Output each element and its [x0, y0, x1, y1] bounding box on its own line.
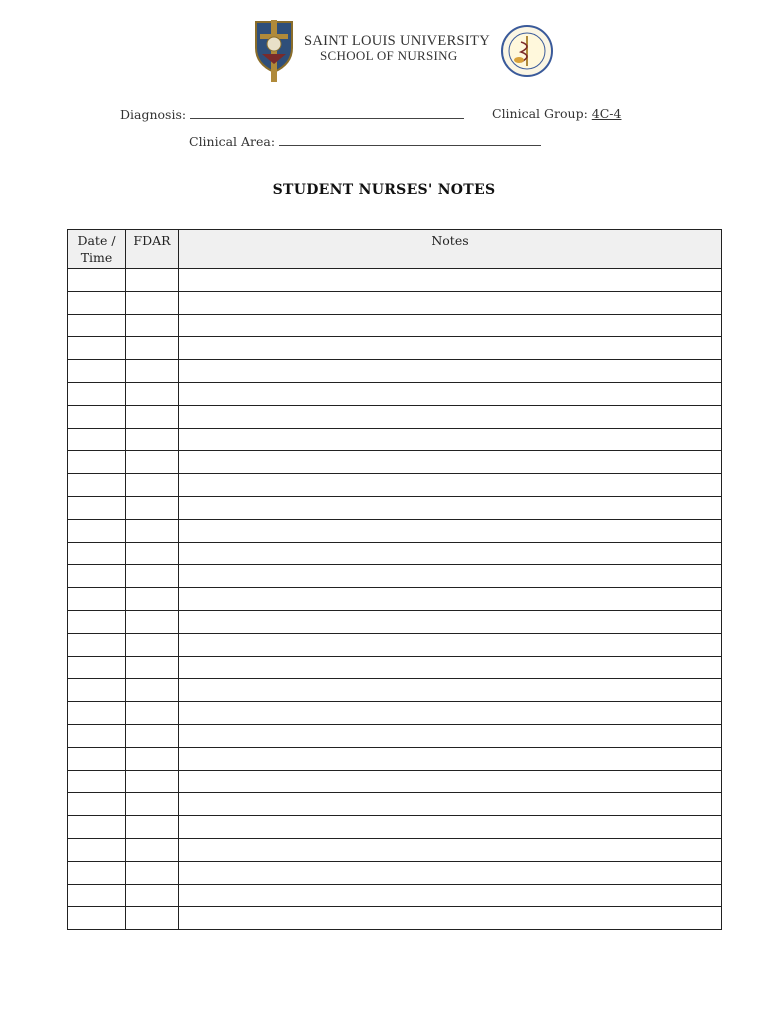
table-row	[68, 588, 722, 611]
university-crest-icon	[248, 18, 300, 84]
diagnosis-field[interactable]	[190, 106, 464, 119]
table-row	[68, 428, 722, 451]
table-row	[68, 337, 722, 360]
table-row	[68, 656, 722, 679]
page-header	[248, 18, 558, 84]
table-row	[68, 702, 722, 725]
school-name: SCHOOL OF NURSING	[320, 48, 458, 63]
fdar-cell[interactable]	[126, 588, 179, 611]
date-time-cell[interactable]	[68, 724, 126, 747]
date-time-cell[interactable]	[68, 382, 126, 405]
date-time-cell[interactable]	[68, 610, 126, 633]
table-row	[68, 633, 722, 656]
date-time-cell[interactable]	[68, 633, 126, 656]
table-row	[68, 793, 722, 816]
table-row	[68, 816, 722, 839]
fdar-cell[interactable]	[126, 838, 179, 861]
date-time-cell[interactable]	[68, 519, 126, 542]
notes-cell[interactable]	[179, 816, 722, 839]
notes-cell[interactable]	[179, 405, 722, 428]
table-row	[68, 610, 722, 633]
date-time-cell[interactable]	[68, 656, 126, 679]
date-time-cell[interactable]	[68, 360, 126, 383]
table-row	[68, 565, 722, 588]
notes-cell[interactable]	[179, 633, 722, 656]
date-time-cell[interactable]	[68, 838, 126, 861]
table-row	[68, 474, 722, 497]
fdar-cell[interactable]	[126, 907, 179, 930]
fdar-cell[interactable]	[126, 565, 179, 588]
notes-cell[interactable]	[179, 565, 722, 588]
fdar-cell[interactable]	[126, 702, 179, 725]
date-time-cell[interactable]	[68, 747, 126, 770]
notes-cell[interactable]	[179, 382, 722, 405]
notes-cell[interactable]	[179, 907, 722, 930]
date-time-cell[interactable]	[68, 314, 126, 337]
notes-cell[interactable]	[179, 724, 722, 747]
diagnosis-label: Diagnosis:	[120, 107, 187, 122]
notes-cell[interactable]	[179, 337, 722, 360]
table-row	[68, 770, 722, 793]
notes-cell[interactable]	[179, 451, 722, 474]
date-time-cell[interactable]	[68, 428, 126, 451]
clinical-group-label: Clinical Group:	[492, 106, 588, 121]
clinical-area-field[interactable]	[279, 133, 541, 146]
date-time-cell[interactable]	[68, 496, 126, 519]
fdar-cell[interactable]	[126, 793, 179, 816]
fdar-cell[interactable]	[126, 610, 179, 633]
notes-cell[interactable]	[179, 291, 722, 314]
date-time-cell[interactable]	[68, 907, 126, 930]
fdar-cell[interactable]	[126, 747, 179, 770]
notes-cell[interactable]	[179, 679, 722, 702]
fdar-cell[interactable]	[126, 656, 179, 679]
fdar-header: FDAR	[126, 230, 179, 269]
date-time-cell[interactable]	[68, 884, 126, 907]
table-row	[68, 747, 722, 770]
date-time-cell[interactable]	[68, 474, 126, 497]
fdar-cell[interactable]	[126, 428, 179, 451]
table-body	[68, 269, 722, 930]
notes-cell[interactable]	[179, 519, 722, 542]
clinical-area-line	[189, 133, 541, 149]
notes-cell[interactable]	[179, 747, 722, 770]
fdar-cell[interactable]	[126, 519, 179, 542]
notes-cell[interactable]	[179, 884, 722, 907]
notes-cell[interactable]	[179, 269, 722, 292]
date-time-cell[interactable]	[68, 770, 126, 793]
table-row	[68, 519, 722, 542]
university-name: SAINT LOUIS UNIVERSITY	[304, 33, 490, 49]
fdar-cell[interactable]	[126, 314, 179, 337]
date-time-cell[interactable]	[68, 291, 126, 314]
table-row	[68, 884, 722, 907]
fdar-cell[interactable]	[126, 679, 179, 702]
table-row	[68, 724, 722, 747]
notes-cell[interactable]	[179, 496, 722, 519]
date-time-cell[interactable]	[68, 588, 126, 611]
notes-table	[67, 229, 722, 930]
fdar-cell[interactable]	[126, 360, 179, 383]
diagnosis-line	[120, 106, 464, 122]
table-row	[68, 360, 722, 383]
notes-cell[interactable]	[179, 656, 722, 679]
notes-cell[interactable]	[179, 793, 722, 816]
nursing-seal-icon	[500, 24, 554, 78]
page-title: STUDENT NURSES' NOTES	[272, 182, 496, 198]
fdar-cell[interactable]	[126, 291, 179, 314]
table-row	[68, 269, 722, 292]
notes-cell[interactable]	[179, 838, 722, 861]
table-row	[68, 542, 722, 565]
clinical-group-line	[492, 106, 621, 121]
fdar-cell[interactable]	[126, 884, 179, 907]
table-row	[68, 405, 722, 428]
notes-cell[interactable]	[179, 861, 722, 884]
date-time-cell[interactable]	[68, 816, 126, 839]
fdar-cell[interactable]	[126, 633, 179, 656]
fdar-cell[interactable]	[126, 542, 179, 565]
date-time-cell[interactable]	[68, 861, 126, 884]
table-row	[68, 291, 722, 314]
clinical-group-value: 4C-4	[591, 106, 622, 121]
notes-cell[interactable]	[179, 542, 722, 565]
fdar-cell[interactable]	[126, 724, 179, 747]
clinical-area-label: Clinical Area:	[189, 134, 276, 149]
notes-cell[interactable]	[179, 314, 722, 337]
date-time-cell[interactable]	[68, 565, 126, 588]
date-time-cell[interactable]	[68, 337, 126, 360]
date-time-cell[interactable]	[68, 793, 126, 816]
notes-cell[interactable]	[179, 428, 722, 451]
date-time-cell[interactable]	[68, 451, 126, 474]
table-row	[68, 838, 722, 861]
table-row	[68, 314, 722, 337]
fdar-cell[interactable]	[126, 269, 179, 292]
table-row	[68, 382, 722, 405]
date-time-cell[interactable]	[68, 269, 126, 292]
fdar-cell[interactable]	[126, 861, 179, 884]
date-time-cell[interactable]	[68, 542, 126, 565]
notes-cell[interactable]	[179, 360, 722, 383]
date-time-cell[interactable]	[68, 702, 126, 725]
notes-header: Notes	[179, 230, 722, 269]
table-row	[68, 496, 722, 519]
table-header-row	[68, 230, 722, 269]
date-time-header: Date / Time	[68, 230, 126, 269]
notes-cell[interactable]	[179, 474, 722, 497]
fdar-cell[interactable]	[126, 770, 179, 793]
fdar-cell[interactable]	[126, 496, 179, 519]
fdar-cell[interactable]	[126, 451, 179, 474]
table-row	[68, 679, 722, 702]
fdar-cell[interactable]	[126, 337, 179, 360]
notes-cell[interactable]	[179, 770, 722, 793]
table-row	[68, 861, 722, 884]
fdar-cell[interactable]	[126, 405, 179, 428]
notes-cell[interactable]	[179, 588, 722, 611]
fdar-cell[interactable]	[126, 382, 179, 405]
notes-cell[interactable]	[179, 610, 722, 633]
fdar-cell[interactable]	[126, 474, 179, 497]
table-row	[68, 451, 722, 474]
date-time-cell[interactable]	[68, 405, 126, 428]
fdar-cell[interactable]	[126, 816, 179, 839]
date-time-cell[interactable]	[68, 679, 126, 702]
table-row	[68, 907, 722, 930]
notes-cell[interactable]	[179, 702, 722, 725]
